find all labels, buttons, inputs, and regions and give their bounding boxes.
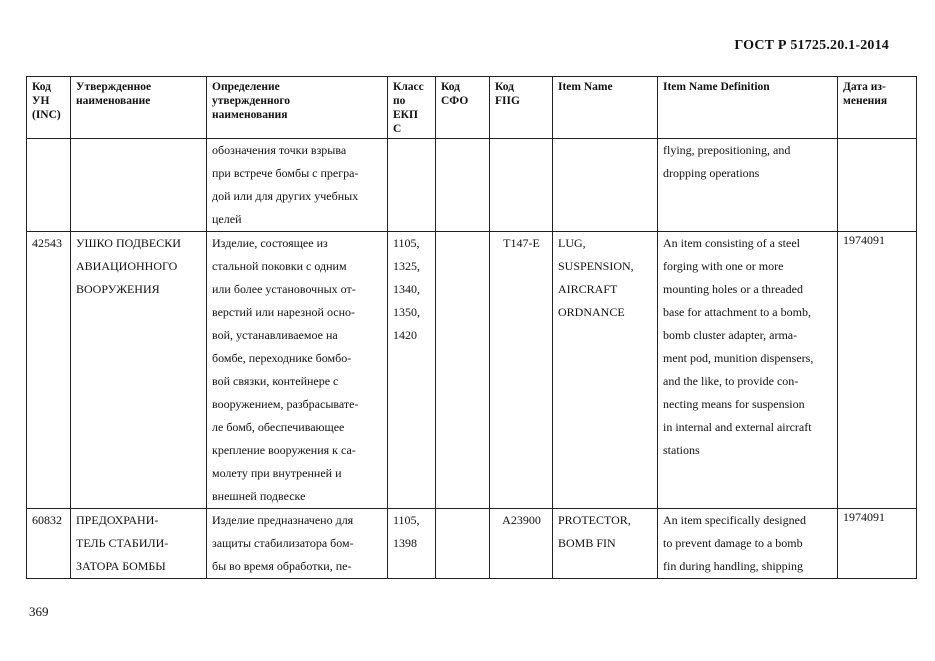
cell-item-name xyxy=(553,139,658,232)
page-number: 369 xyxy=(29,604,49,619)
cell-fiig xyxy=(490,139,553,232)
cell-sfo xyxy=(436,232,490,509)
cell-definition: обозначения точки взрыва при встрече бомбы с прегра- дой или для других учебных целей xyxy=(207,139,388,232)
cell-sfo xyxy=(436,509,490,579)
cell-item-definition: An item specifically designed to prevent damage to a bomb fin during handling, shipping xyxy=(658,509,838,579)
table-row xyxy=(27,509,917,579)
header-definition: Определение утвержденного наименования xyxy=(207,77,388,139)
cell-sfo xyxy=(436,139,490,232)
cell-code: 60832 xyxy=(27,509,71,579)
cell-class: 1105, 1398 xyxy=(388,509,436,579)
table-header-row xyxy=(27,77,917,139)
header-class: Класс по ЕКП С xyxy=(388,77,436,139)
cell-class: 1105, 1325, 1340, 1350, 1420 xyxy=(388,232,436,509)
catalog-table xyxy=(26,76,917,579)
table-row xyxy=(27,232,917,509)
cell-date xyxy=(838,139,917,232)
cell-item-definition: flying, prepositioning, and dropping operations xyxy=(658,139,838,232)
cell-fiig: A23900 xyxy=(490,509,553,579)
header-item-name: Item Name xyxy=(553,77,658,139)
cell-item-name: PROTECTOR, BOMB FIN xyxy=(553,509,658,579)
header-sfo-code: Код СФО xyxy=(436,77,490,139)
cell-date: 1974091 xyxy=(838,509,917,579)
document-title: ГОСТ Р 51725.20.1-2014 xyxy=(734,38,889,53)
cell-code: 42543 xyxy=(27,232,71,509)
header-approved-name: Утвержденное наименование xyxy=(71,77,207,139)
cell-code xyxy=(27,139,71,232)
cell-name: УШКО ПОДВЕСКИ АВИАЦИОННОГО ВООРУЖЕНИЯ xyxy=(71,232,207,509)
header-item-name-definition: Item Name Definition xyxy=(658,77,838,139)
table-row-continued xyxy=(27,139,917,232)
cell-name: ПРЕДОХРАНИ- ТЕЛЬ СТАБИЛИ- ЗАТОРА БОМБЫ xyxy=(71,509,207,579)
cell-name xyxy=(71,139,207,232)
cell-fiig: T147-E xyxy=(490,232,553,509)
cell-date: 1974091 xyxy=(838,232,917,509)
header-change-date: Дата из- менения xyxy=(838,77,917,139)
cell-definition: Изделие предназначено для защиты стабилизатора бом- бы во время обработки, пе- xyxy=(207,509,388,579)
cell-item-definition: An item consisting of a steel forging with one or more mounting holes or a threaded base for attachment to a bomb, bomb cluster adapter, arma- ment pod, munition dispensers, and the like, to provide con- necting means for suspension in internal and external aircraft stations xyxy=(658,232,838,509)
cell-definition: Изделие, состоящее из стальной поковки с одним или более установочных от- верстий или нарезной осно- вой, устанавливаемое на бомбе, переходнике бомбо- вой связки, контейнере с вооружением, разбрасывате- ле бомб, обеспечивающее крепление вооружения к са- молету при внутренней и внешней подвеске xyxy=(207,232,388,509)
cell-class xyxy=(388,139,436,232)
header-fiig-code: Код FIIG xyxy=(490,77,553,139)
cell-item-name: LUG, SUSPENSION, AIRCRAFT ORDNANCE xyxy=(553,232,658,509)
header-inc-code: Код УН (INC) xyxy=(27,77,71,139)
